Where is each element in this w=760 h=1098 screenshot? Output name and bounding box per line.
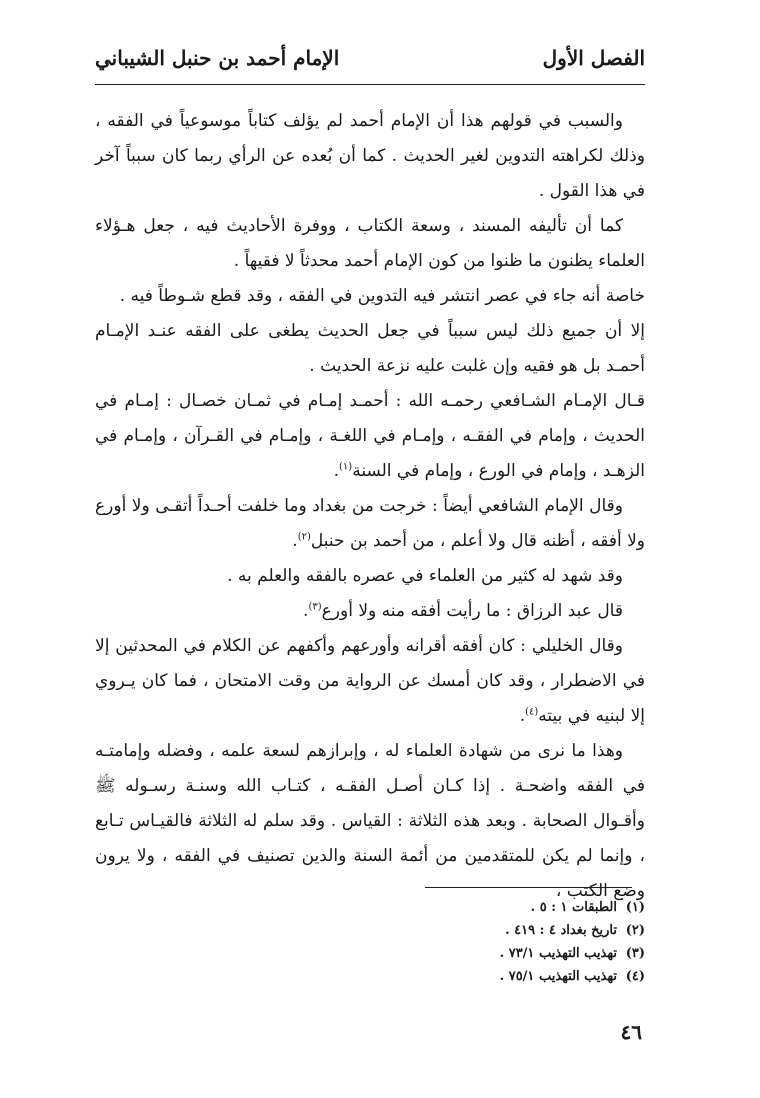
running-header — [95, 38, 645, 78]
footnote — [125, 965, 645, 988]
paragraph-text: خاصة أنه جاء في عصر انتشر فيه التدوين في الفقه ، وقد قطع شـوطاً فيه . — [119, 286, 645, 306]
paragraph-text: قـال الإمـام الشـافعي رحمـه الله : أحمـد إمـام في ثمـان خصـال : إمـام في الحديث ، وإمام في الفقـه ، وإمـام في اللغـة ، وإمـام في القـرآن ، وإمـام في الزهـد ، وإمام في الورع ، وإمام في السنة — [95, 391, 645, 481]
paragraph — [95, 629, 645, 734]
paragraph — [95, 384, 645, 489]
footnote-text: الطبقات ١ : ٥ . — [530, 900, 617, 915]
footnote-number: (٢) — [625, 923, 645, 938]
paragraph-text: قال عبد الرزاق : ما رأيت أفقه منه ولا أورع — [321, 601, 623, 621]
footnote-ref: (١) — [339, 461, 353, 473]
paragraph — [95, 314, 645, 384]
footnote-number: (١) — [625, 900, 645, 915]
paragraph — [95, 559, 645, 594]
footnote — [125, 896, 645, 919]
paragraph-text: كما أن تأليفه المسند ، وسعة الكتاب ، ووفرة الأحاديث فيه ، جعل هـؤلاء العلماء يظنون ما ظنوا من كون الإمام أحمد محدثاً لا فقيهاً . — [95, 216, 645, 271]
header-divider — [95, 84, 645, 85]
footnote — [125, 942, 645, 965]
footnote-text: تاريخ بغداد ٤ : ٤١٩ . — [505, 923, 617, 938]
paragraph-end: . — [519, 706, 526, 726]
footnotes — [125, 896, 645, 988]
footnote — [125, 919, 645, 942]
footnote-divider — [425, 887, 632, 888]
paragraph-text: وقد شهد له كثير من العلماء في عصره بالفقه والعلم به . — [227, 566, 623, 586]
footnote-number: (٣) — [625, 946, 645, 961]
paragraph-text: وهذا ما نرى من شهادة العلماء له ، وإبرازهم لسعة علمه ، وفضله وإمامتـه في الفقه واضحـة . إذا كـان أصـل الفقـه ، كتـاب الله وسنـة رسـوله ﷺ وأقـوال الصحابة . وبعد هذه الثلاثة : القياس . وقد سلم له الثلاثة فالقيـاس تـابع ، وإنما لم يكن للمتقدمين من أئمة السنة والدين تصنيف في الفقه ، ولا يرون وضع الكتب ، — [95, 741, 645, 901]
paragraph — [95, 734, 645, 909]
paragraph-text: وقال الإمام الشافعي أيضاً : خرجت من بغداد وما خلفت أحـداً أتقـى ولا أورع ولا أفقه ، أظنه قال ولا أعلم ، من أحمد بن حنبل — [95, 496, 645, 551]
footnote-number: (٤) — [625, 969, 645, 984]
paragraph — [95, 104, 645, 209]
paragraph — [95, 594, 645, 629]
footnote-ref: (٣) — [308, 601, 322, 613]
paragraph — [95, 209, 645, 279]
main-text — [95, 104, 645, 909]
paragraph-end: . — [292, 531, 298, 551]
footnote-text: تهذيب التهذيب ٧٥/١ . — [499, 969, 617, 984]
footnote-ref: (٢) — [297, 531, 311, 543]
footnote-ref: (٤) — [525, 706, 539, 718]
paragraph-end: . — [333, 461, 340, 481]
paragraph-text: وقال الخليلي : كان أفقه أقرانه وأورعهم وأكفهم عن الكلام في المحدثين إلا في الاضطرار ، وقد كان أمسك عن الرواية من وقت الامتحان ، فما كان يـروي إلا لبنيه في بيته — [95, 636, 645, 726]
chapter-title: الفصل الأول — [542, 46, 645, 70]
paragraph — [95, 279, 645, 314]
paragraph — [95, 489, 645, 559]
paragraph-text: إلا أن جميع ذلك ليس سبباً في جعل الحديث يطغى على الفقه عنـد الإمـام أحمـد بل هو فقيه وإن غلبت عليه نزعة الحديث . — [95, 321, 645, 376]
paragraph-text: والسبب في قولهم هذا أن الإمام أحمد لم يؤلف كتاباً موسوعياً في الفقه ، وذلك لكراهته التدوين لغير الحديث . كما أن بُعده عن الرأي ربما كان سبباً آخر في هذا القول . — [95, 111, 645, 201]
book-title: الإمام أحمد بن حنبل الشيباني — [95, 46, 340, 70]
paragraph-end: . — [303, 601, 309, 621]
footnote-text: تهذيب التهذيب ٧٣/١ . — [499, 946, 617, 961]
page-number: ٤٦ — [620, 1020, 642, 1044]
